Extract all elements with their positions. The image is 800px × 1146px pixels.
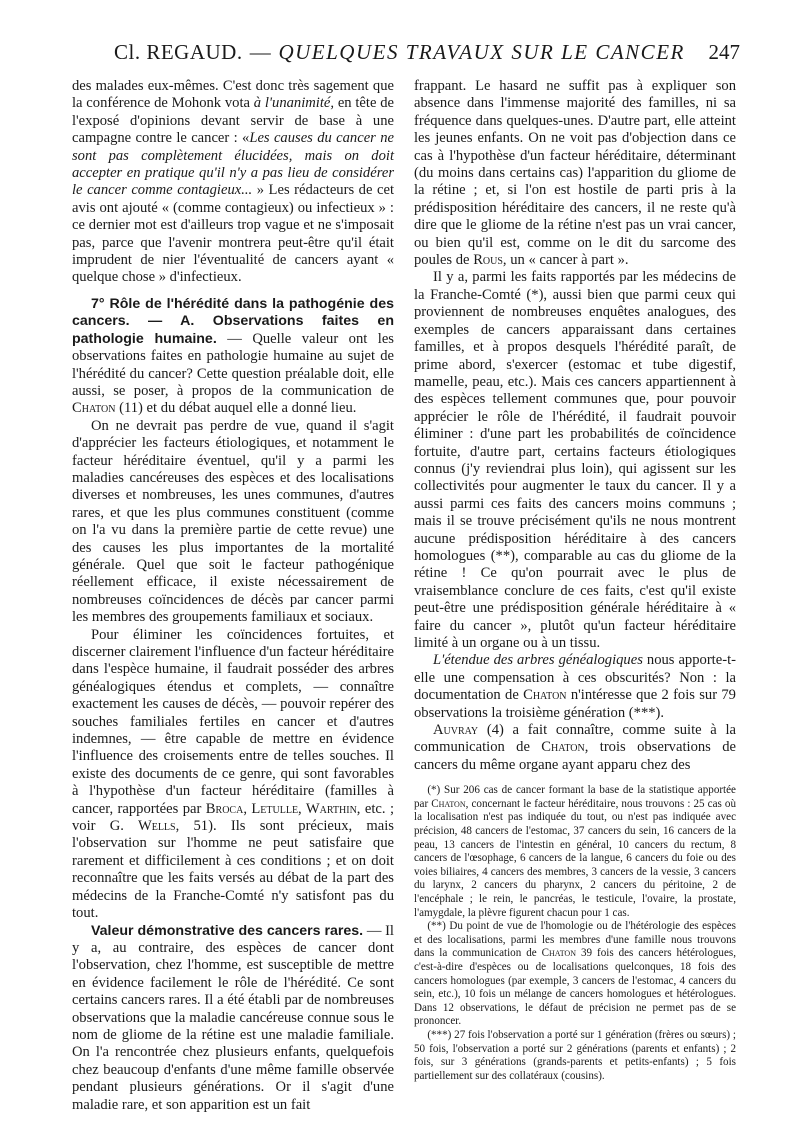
- running-header: [84, 40, 744, 70]
- footnote: (*) Sur 206 cas de cancer formant la base de la statistique apportée par Chaton, concernant le facteur héréditaire, nous trouvons : 25 cas où la localisation n'est pas indiquée du tout, ou n'est pas indiquée avec précision, 48 cancers de l'estomac, 37 cancers du sein, 16 cancers de la peau, 13 cancers de l'intestin en général, 10 cancers du rectum, 8 cancers de l'œsophage, 6 cancers de la langue, 6 cancers du foie ou des voies biliaires, 4 cancers des membres, 3 cancers de la vessie, 3 cancers du larynx, 2 cancers du pharynx, 2 cancers du péritoine, 2 de l'encéphale ; le rein, le pancréas, le testicule, l'ovaire, la prostate, l'amygdale, la plèvre figurent chacun pour 1 cas.: [414, 784, 736, 919]
- paragraph: Il y a, parmi les faits rapportés par les médecins de la Franche-Comté (*), aussi bien que parmi ceux qui proviennent de nombreuses enquêtes analogues, des exemples de cancers apparaissant dans certaines familles, et à propos desquels l'hérédité paraît, de prime abord, s'exercer (estomac et tube digestif, mamelle, peau, etc.). Mais ces cancers appartiennent à des espèces tellement communes que, pour pouvoir apprécier le rôle de l'hérédité, il faudrait pouvoir éliminer : d'une part les probabilités de coïncidence fortuite, d'autre part, certains facteurs étiologiques connus (j'y reviendrai plus loin), qui agissent sur les collectivités pour augmenter le taux du cancer. Il y a aussi parmi ces faits des cancers moins communs ; mais il se trouve précisément qu'ils ne nous montrent aucune prédisposition héréditaire à des cancers homologues (**), comparable au cas du gliome de la rétine ! Ce qu'on pourrait avec le plus de vraisemblance conclure de ces faits, c'est qu'il existe peut-être une prédisposition générale héréditaire à « faire du cancer », plutôt qu'un facteur héréditaire limité à un organe ou à un tissu.: [414, 269, 736, 651]
- section-heading: 7° Rôle de l'hérédité dans la pathogénie des cancers. — A. Observations faites en pathologie humaine.: [72, 295, 394, 347]
- paragraph: Valeur démonstrative des cancers rares. — Il y a, au contraire, des espèces de cancer dont l'observation, chez l'homme, est susceptible de mettre en évidence facilement le rôle de l'hérédité. Ce sont certains cancers rares. Il a été établi par de nombreuses observations que la maladie cancéreuse connue sous le nom de gliome de la rétine est une maladie familiale. On l'a rencontrée chez plusieurs enfants, quelquefois chez beaucoup d'enfants d'une même famille observée pendant plusieurs générations. Or il s'agit d'une maladie rare, et son apparition est un fait: [72, 922, 394, 1113]
- paragraph: frappant. Le hasard ne suffit pas à expliquer son absence dans l'immense majorité des familles, ni sa fréquence dans quelques-unes. D'autre part, elle atteint les jeunes enfants. On ne voit pas d'objection dans ce cas à l'hypothèse d'un facteur héréditaire, déterminant (du moins dans certains cas) l'apparition du gliome de la rétine ; et, si l'on est hostile de parti pris à la prédisposition héréditaire des cancers, il ne reste qu'à dire que le gliome de la rétine n'est pas un vrai cancer, ou bien qu'il est, comme on le dit du sarcome des poules de Rous, un « cancer à part ».: [414, 78, 736, 269]
- footnotes: [414, 784, 736, 1083]
- section-heading: Valeur démonstrative des cancers rares.: [90, 922, 364, 939]
- paragraph: 7° Rôle de l'hérédité dans la pathogénie des cancers. — A. Observations faites en pathologie humaine. — Quelle valeur ont les observations faites en pathologie humaine au sujet de l'hérédité du cancer? Cette question préalable doit, elle aussi, se poser, à propos de la communication de Chaton (11) et du débat auquel elle a donné lieu.: [72, 295, 394, 417]
- paragraph: Auvray (4) a fait connaître, comme suite à la communication de Chaton, trois observations de cancers du même organe ayant apparu chez des: [414, 722, 736, 773]
- page-number: 247: [708, 40, 740, 64]
- footnote: (**) Du point de vue de l'homologie ou de l'hétérologie des espèces et des localisations, parmi les membres d'une famille nous trouvons dans la communication de Chaton 39 fois des cancers hétérologues, c'est-à-dire d'espèces ou de localisations quelconques, 18 fois des cancers homologues (par exemple, 3 cancers de l'estomac, 4 cancers du sein, etc.), 10 fois un mélange de cancers homologues et hétérologues. Dans 12 observations, le défaut de précision ne permet pas de se prononcer.: [414, 920, 736, 1028]
- work-title: QUELQUES TRAVAUX SUR LE CANCER: [278, 40, 685, 64]
- footnote: (***) 27 fois l'observation a porté sur 1 génération (frères ou sœurs) ; 50 fois, l'observation a porté sur 2 générations (parents et enfants) ; 2 fois, sur 3 générations (grands-parents et petits-enfants) ; 5 fois partiellement sur des collatéraux (cousins).: [414, 1028, 736, 1082]
- author-name: Cl. REGAUD.: [114, 40, 243, 64]
- paragraph: des malades eux-mêmes. C'est donc très sagement que la conférence de Mohonk vota à l'unanimité, en tête de l'exposé d'opinions devant servir de base à une campagne contre le cancer : «Les causes du cancer ne sont pas complètement élucidées, mais on doit accepter en pratique qu'il n'y a pas lieu de considérer le cancer comme contagieux... » Les rédacteurs de cet avis ont ajouté « (comme contagieux) ou infectieux » : ce dernier mot est d'ailleurs trop vague et ne s'imposait pas, parce que l'avenir montrera peut-être qu'il était imprudent de nier l'éventualité de cancers ayant « quelque chose » d'infectieux.: [72, 78, 394, 286]
- left-column: [72, 78, 394, 1114]
- running-title: [114, 40, 685, 65]
- title-separator: —: [249, 40, 272, 64]
- right-column: [414, 78, 736, 1083]
- paragraph: Pour éliminer les coïncidences fortuites, et discerner clairement l'influence d'un facteur héréditaire dans l'espèce humaine, il faudrait posséder des arbres généalogiques étendus et complets, — connaître exactement les causes de décès, — pouvoir repérer des souches familiales fertiles en cancer et d'autres indemnes, — être capable de mettre en évidence l'influence des croisements entre de telles souches. Il existe des documents de ce genre, qui sont favorables à l'hypothèse d'un facteur héréditaire (familles à cancer, rapportées par Broca, Letulle, Warthin, etc. ; voir G. Wells, 51). Ils sont précieux, mais l'observation sur l'homme ne peut satisfaire que rarement et difficilement à ces conditions ; et on doit reconnaître que les faits versés au débat de la part des médecins de la Franche-Comté n'y satisfont pas du tout.: [72, 626, 394, 922]
- paragraph: L'étendue des arbres généalogiques nous apporte-t-elle une compensation à ces obscurités? Non : la documentation de Chaton n'intéresse que 2 fois sur 79 observations la troisième génération (***).: [414, 652, 736, 721]
- paragraph: On ne devrait pas perdre de vue, quand il s'agit d'apprécier les facteurs étiologiques, et notamment le facteur héréditaire éventuel, qu'il y a parmi les maladies cancéreuses des espèces et des localisations diverses et nombreuses, les unes communes, d'autres rares, et que les plus communes constituent (comme on l'a vu dans la première partie de cette revue) une des causes les plus importantes de la mortalité générale. Quel que soit le facteur pathogénique réellement efficace, il existe nécessairement de nombreuses coïncidences de décès par cancer parmi les membres des groupements familiaux et sociaux.: [72, 417, 394, 626]
